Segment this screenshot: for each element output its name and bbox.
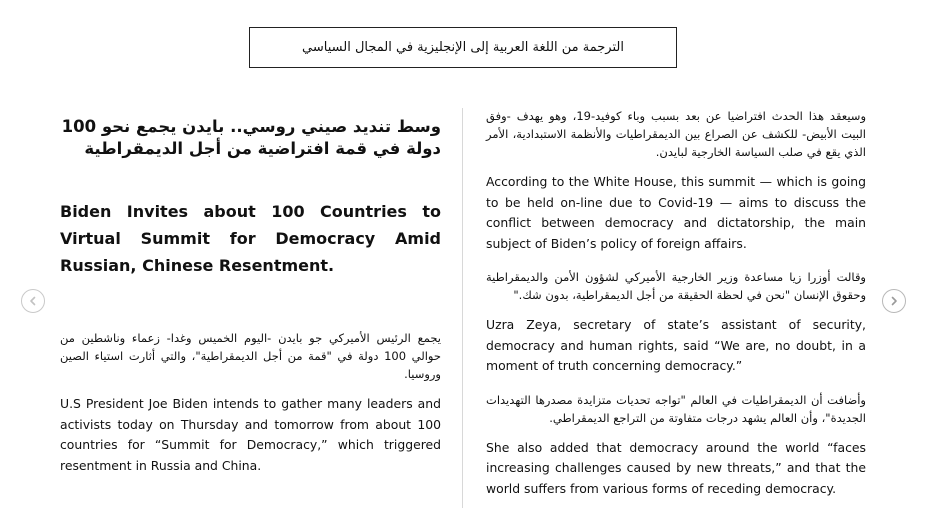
arabic-paragraph: وسيعقد هذا الحدث افتراضيا عن بعد بسبب وباء كوفيد-19، وهو يهدف -وفق البيت الأبيض- للكشف عن الصراع بين الديمقراطيات والأنظمة الاستبدادية، الأمر الذي يقع في صلب السياسة الخارجية لبايدن.	[486, 109, 866, 159]
english-paragraph: According to the White House, this summit — which is going to be held on-line due to Covid-19 — aims to discuss the conflict between democracy and dictatorship, the main subject of Biden’s policy of foreign affairs.	[486, 174, 866, 251]
arabic-paragraph: يجمع الرئيس الأميركي جو بايدن -اليوم الخميس وغدا- زعماء وناشطين من حوالي 100 دولة في "قمة من أجل الديمقراطية"، والتي أثارت استياء الصين وروسيا.	[60, 331, 441, 381]
left-column	[60, 116, 441, 476]
right-column	[486, 107, 866, 499]
english-paragraph: She also added that democracy around the world “faces increasing challenges caused by new threats,” and that the world suffers from various forms of receding democracy.	[486, 439, 866, 496]
arabic-paragraph: وأضافت أن الديمقراطيات في العالم "تواجه تحديات متزايدة مصدرها التهديدات الجديدة"، وأن العالم يشهد درجات متفاوتة من التراجع الديمقراطي.	[486, 392, 866, 425]
page-title: الترجمة من اللغة العربية إلى الإنجليزية في المجال السياسي	[249, 27, 677, 68]
chevron-right-icon	[889, 296, 899, 306]
arabic-headline: وسط تنديد صيني روسي.. بايدن يجمع نحو 100 دولة في قمة افتراضية من أجل الديمقراطية	[61, 117, 441, 158]
next-slide-button[interactable]	[882, 289, 906, 313]
english-headline: Biden Invites about 100 Countries to Virtual Summit for Democracy Amid Russian, Chinese Resentment.	[60, 202, 441, 275]
chevron-left-icon	[28, 296, 38, 306]
arabic-paragraph: وقالت أوزرا زيا مساعدة وزير الخارجية الأميركي لشؤون الأمن والديمقراطية وحقوق الإنسان "نحن في لحظة الحقيقة من أجل الديمقراطية، بدون شك."	[486, 270, 866, 302]
previous-slide-button[interactable]	[21, 289, 45, 313]
english-paragraph: U.S President Joe Biden intends to gather many leaders and activists today on Thursday and tomorrow from about 100 countries for “Summit for Democracy,” which triggered resentment in Russia and China.	[60, 396, 441, 473]
column-divider	[462, 108, 463, 508]
english-paragraph: Uzra Zeya, secretary of state’s assistant of security, democracy and human rights, said “We are, no doubt, in a moment of truth concerning democracy.”	[486, 317, 866, 373]
